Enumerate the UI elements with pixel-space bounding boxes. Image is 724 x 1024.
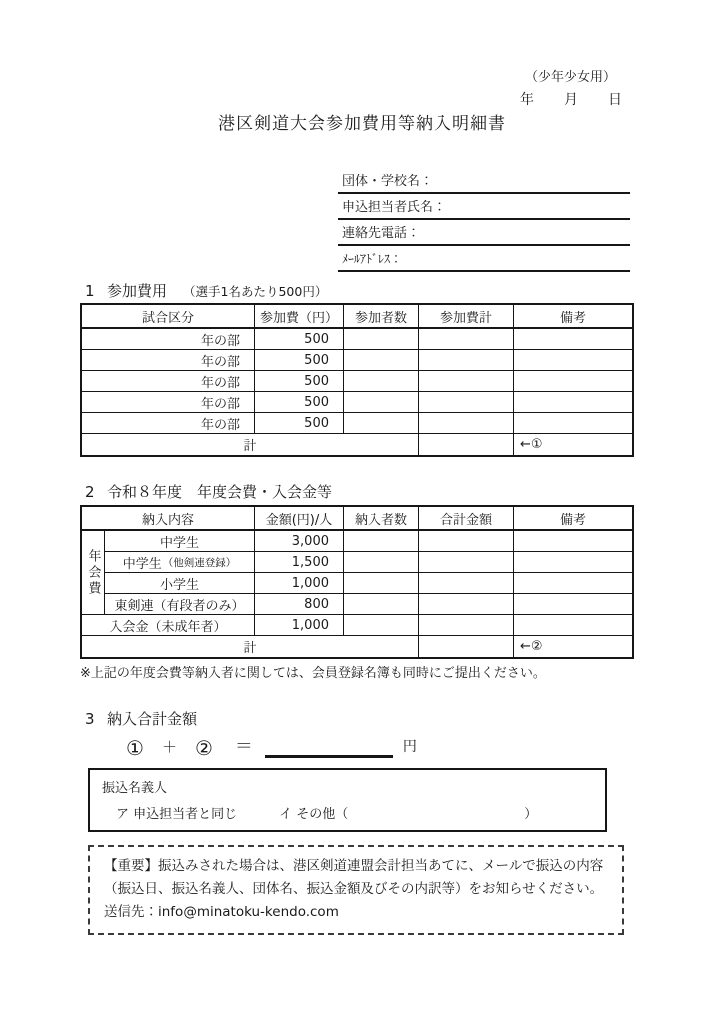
t1-participants-blank [344,413,419,434]
t2-item-cell: 小学生 [105,573,255,594]
field-email [338,246,630,272]
t1-fee-total-blank [419,329,514,350]
t2-item-cell [105,552,255,573]
t1-fee-cell: 500 [255,371,344,392]
t2-header-total: 合計金額 [419,507,514,531]
t2-remarks-blank [514,615,632,636]
participation-fee-table [80,303,634,457]
t2-total-blank [419,552,514,573]
grand-total-formula [126,733,417,758]
field-organization-label: 団体・学校名： [342,174,434,189]
t2-group-label-text: 年会費 [85,548,101,597]
t2-amount-cell: 1,000 [255,573,344,594]
t2-header-item: 納入内容 [82,507,255,531]
field-phone [338,220,630,246]
t1-fee-cell: 500 [255,350,344,371]
t2-amount-cell: 800 [255,594,344,615]
transfer-payer-box [88,768,607,832]
t2-total-ref-marker: ←② [520,639,543,654]
t1-fee-cell: 500 [255,329,344,350]
t2-item-cell: 東剣連（有段者のみ） [105,594,255,615]
t2-total-label: 計 [82,636,419,657]
t2-total-blank [419,573,514,594]
membership-note: ※上記の年度会費等納入者に関しては、会員登録名簿も同時にご提出ください。 [80,666,546,681]
total-amount-fill-line [265,733,393,758]
t1-remarks-blank [514,350,632,371]
option-b-other-close: ） [524,807,538,822]
t1-remarks-blank [514,413,632,434]
section3-heading [85,708,197,729]
t1-remarks-blank [514,371,632,392]
section2-heading [85,481,332,502]
t2-payers-blank [344,594,419,615]
section2-title: 令和８年度 年度会費・入会金等 [107,483,333,501]
document-title: 港区剣道大会参加費用等納入明細書 [218,114,506,134]
section3-title: 納入合計金額 [107,710,198,728]
t2-header-remarks: 備考 [514,507,632,531]
t1-total-label: 計 [82,434,419,455]
t2-item-cell-admission: 入会金（未成年者） [82,615,255,636]
t2-payers-blank [344,615,419,636]
t1-fee-cell: 500 [255,392,344,413]
field-contact-person [338,194,630,220]
date-line [520,89,622,109]
important-notice-box [88,845,624,935]
date-month-label: 月 [564,92,578,108]
t2-item-cell: 中学生 [105,531,255,552]
t1-remarks-blank [514,392,632,413]
t1-total-ref-marker: ←① [520,437,543,452]
t1-participants-blank [344,392,419,413]
t1-participants-blank [344,371,419,392]
t2-remarks-blank [514,594,632,615]
date-day-label: 日 [608,92,622,108]
t2-amount-cell: 1,000 [255,615,344,636]
section1-heading [85,280,327,301]
t2-total-blank [419,594,514,615]
t1-remarks-blank [514,329,632,350]
t1-header-remarks: 備考 [514,305,632,329]
t1-header-fee: 参加費（円） [255,305,344,329]
t2-amount-cell: 3,000 [255,531,344,552]
transfer-payer-title: 振込名義人 [102,781,168,796]
t1-division-cell: 年の部 [82,350,255,371]
t2-item-note: （他剣連登録） [162,556,237,569]
equals-sign: ＝ [234,736,253,758]
date-year-label: 年 [520,92,534,108]
t1-fee-cell: 500 [255,413,344,434]
option-a-same-as-contact: ア 申込担当者と同じ [116,807,238,822]
field-phone-label: 連絡先電話： [342,226,421,241]
t2-payers-blank [344,531,419,552]
transfer-payer-options [116,803,593,822]
plus-sign: ＋ [161,738,177,756]
field-organization [338,168,630,194]
t2-amount-cell: 1,500 [255,552,344,573]
field-contact-person-label: 申込担当者氏名： [342,200,447,215]
t1-division-cell: 年の部 [82,371,255,392]
t2-item-main: 中学生 [122,556,162,572]
t1-total-amount-blank [419,434,514,455]
circled-one: ① [126,736,144,760]
t2-group-label-nenkaihi [82,531,105,615]
t2-payers-blank [344,552,419,573]
section1-title: 参加費用 [107,282,168,300]
t1-header-division: 試合区分 [82,305,255,329]
t2-header-payers: 納入者数 [344,507,419,531]
t2-header-amount: 金額(円)/人 [255,507,344,531]
field-email-label: ﾒｰﾙｱﾄﾞﾚｽ： [342,252,403,266]
t1-participants-blank [344,329,419,350]
t1-header-fee-total: 参加費計 [419,305,514,329]
t1-header-participants: 参加者数 [344,305,419,329]
section2-number: 2 [85,483,95,501]
audience-note: （少年少女用） [524,70,616,85]
t2-payers-blank [344,573,419,594]
important-notice-text: 【重要】振込みされた場合は、港区剣道連盟会計担当あてに、メールで振込の内容（振込日、振込名義人、団体名、振込金額及びその内訳等）をお知らせください。 送信先：info@minatoku-kendo.com [104,858,604,921]
t1-division-cell: 年の部 [82,413,255,434]
section3-number: 3 [85,710,95,728]
section1-note: （選手1名あたり500円） [183,284,328,299]
membership-fee-table [80,505,634,659]
t1-division-cell: 年の部 [82,392,255,413]
t1-fee-total-blank [419,392,514,413]
section1-number: 1 [85,282,95,300]
yen-unit-label: 円 [402,739,417,755]
t2-remarks-blank [514,531,632,552]
t2-total-blank [419,615,514,636]
t1-fee-total-blank [419,371,514,392]
t2-total-amount-blank [419,636,514,657]
t1-fee-total-blank [419,413,514,434]
circled-two: ② [194,736,213,760]
t1-fee-total-blank [419,350,514,371]
t1-division-cell: 年の部 [82,329,255,350]
t2-total-blank [419,531,514,552]
t2-remarks-blank [514,573,632,594]
t1-participants-blank [344,350,419,371]
applicant-fields [338,168,630,272]
option-b-other-open: イ その他（ [279,807,349,822]
t2-remarks-blank [514,552,632,573]
